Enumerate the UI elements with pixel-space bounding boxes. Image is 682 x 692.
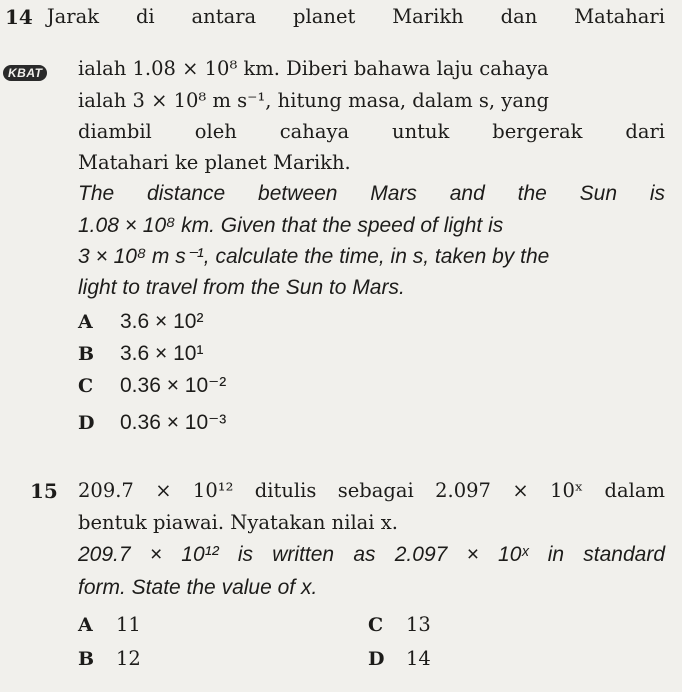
option-value: 14 [406,647,431,670]
option-value: 3.6 × 10¹ [120,342,204,365]
option-letter: C [78,375,94,397]
option-value: 12 [116,647,141,670]
q14-en-line-1: The distance between Mars and the Sun is [78,182,665,205]
kbat-badge: KBAT [3,65,47,81]
option-value: 0.36 × 10⁻³ [120,411,227,434]
q15-text-line-1: 209.7 × 10¹² ditulis sebagai 2.097 × 10ˣ dalam [78,479,665,502]
q15-option-d[interactable] [368,646,431,674]
option-value: 0.36 × 10⁻² [120,374,227,397]
option-letter: A [78,311,93,333]
option-letter: D [78,412,95,434]
option-letter: B [78,343,95,365]
option-letter: C [368,614,384,636]
q14-option-a[interactable] [78,309,203,337]
q14-text-line-5: Matahari ke planet Marikh. [78,151,351,174]
option-letter: D [368,648,385,670]
q14-option-d[interactable] [78,410,226,438]
q14-number: 14 [5,5,33,29]
option-value: 13 [406,613,431,636]
option-letter: B [78,648,95,670]
option-value: 11 [116,613,141,636]
q15-option-b[interactable] [78,646,141,674]
q15-en-line-2: form. State the value of x. [78,576,318,599]
q14-option-c[interactable] [78,373,226,401]
q14-text-line-4: diambil oleh cahaya untuk bergerak dari [78,120,665,143]
q15-text-line-2: bentuk piawai. Nyatakan nilai x. [78,511,398,534]
q14-en-line-4: light to travel from the Sun to Mars. [78,276,405,299]
q14-en-line-3: 3 × 10⁸ m s⁻¹, calculate the time, in s, taken by the [78,245,550,268]
option-value: 3.6 × 10² [120,310,204,333]
q15-line-1 [30,478,58,507]
q14-text-line-1: Jarak di antara planet Marikh dan Matahari [46,5,665,28]
q15-option-c[interactable] [368,612,431,640]
q14-text-line-2: ialah 1.08 × 10⁸ km. Diberi bahawa laju cahaya [78,57,549,80]
q14-text-line-3: ialah 3 × 10⁸ m s⁻¹, hitung masa, dalam s, yang [78,89,549,112]
q14-en-line-2: 1.08 × 10⁸ km. Given that the speed of light is [78,214,504,237]
q15-number: 15 [30,479,58,503]
q14-line-1 [5,4,665,30]
q14-option-b[interactable] [78,341,203,369]
q15-option-a[interactable] [78,612,141,640]
option-letter: A [78,614,93,636]
q15-en-line-1: 209.7 × 10¹² is written as 2.097 × 10ˣ in standard [78,543,665,566]
